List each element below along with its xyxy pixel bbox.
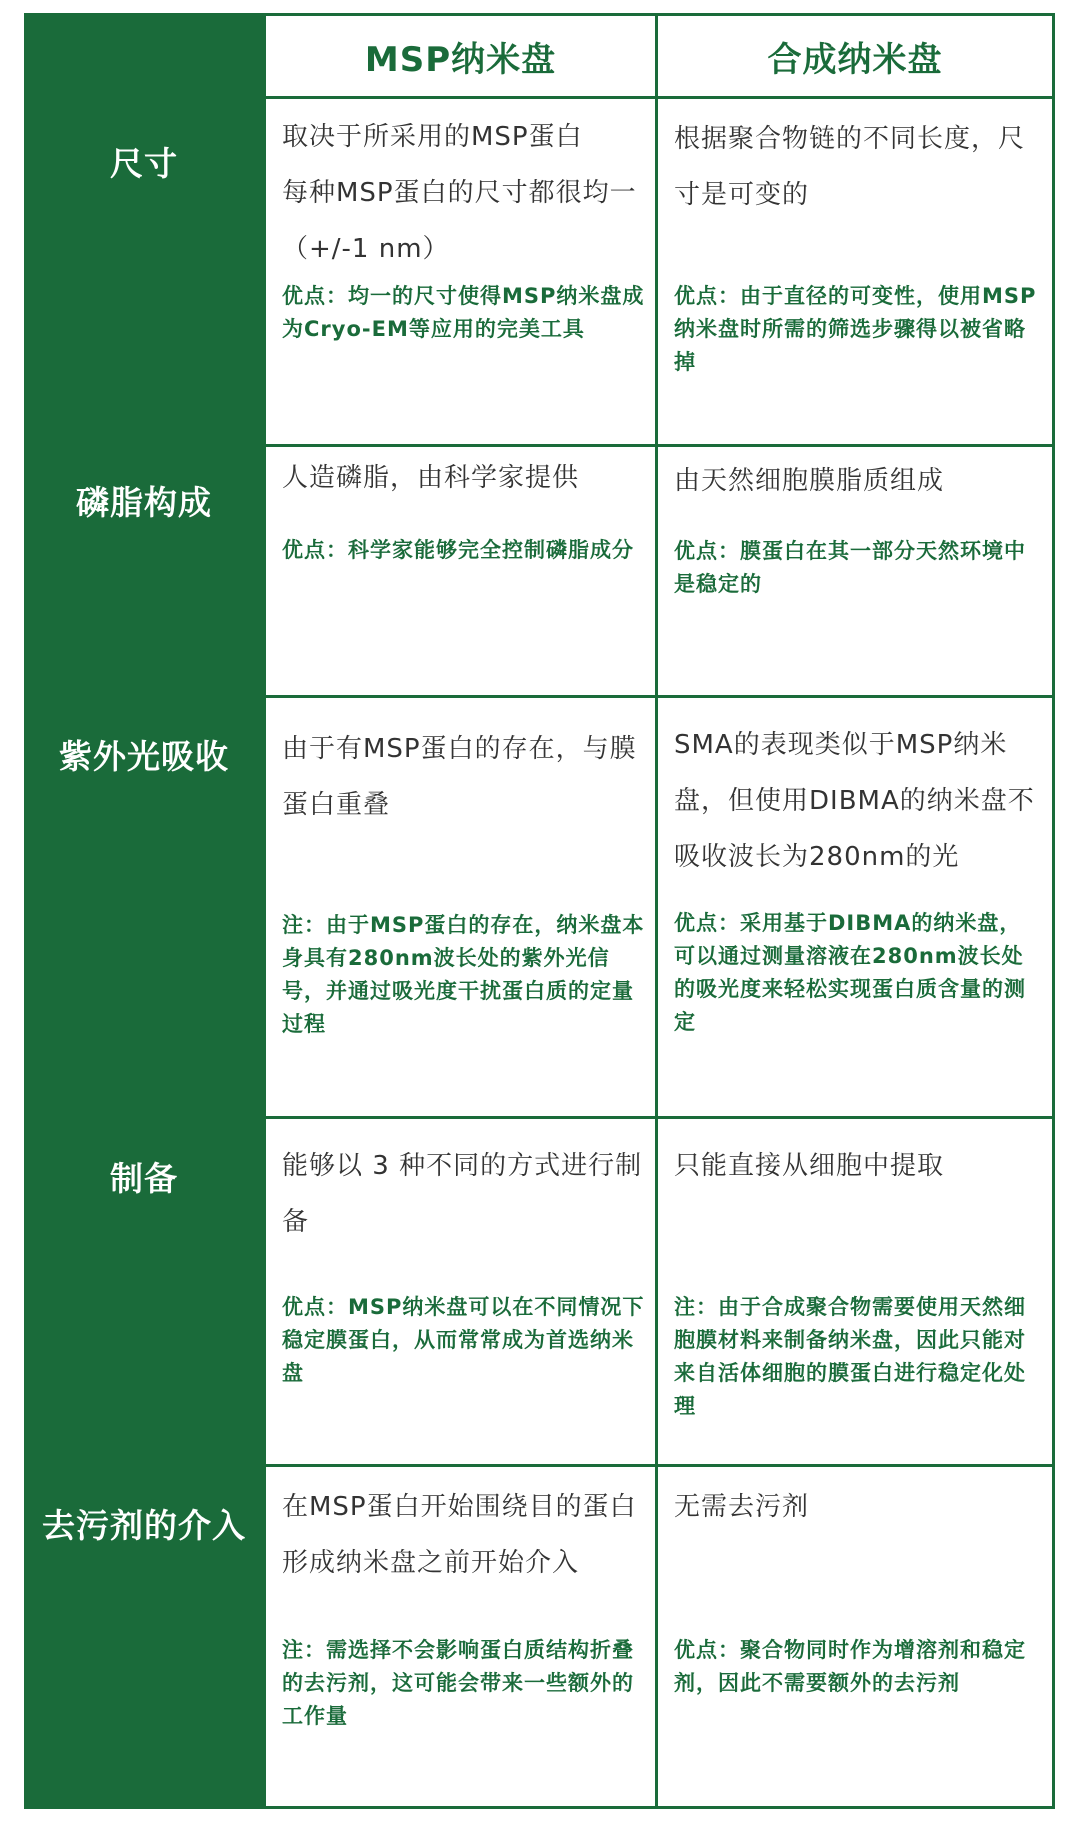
uv-msp-note: 注：由于MSP蛋白的存在，纳米盘本身具有280nm波长处的紫外光信号，并通过吸光度干扰蛋白质的定量过程: [282, 913, 645, 1036]
cell-phospholipid-synthetic: [658, 447, 1052, 695]
comparison-table: [24, 13, 1055, 1809]
preparation-synthetic-note: 注：由于合成聚合物需要使用天然细胞膜材料来制备纳米盘，因此只能对来自活体细胞的膜蛋白进行稳定化处理: [674, 1295, 1026, 1418]
phospholipid-synthetic-text: 由天然细胞膜脂质组成: [674, 466, 945, 496]
phospholipid-msp-text: 人造磷脂，由科学家提供: [282, 463, 580, 493]
cell-detergent-synthetic: [658, 1467, 1052, 1806]
detergent-synthetic-note: 优点：聚合物同时作为增溶剂和稳定剂，因此不需要额外的去污剂: [674, 1638, 1026, 1695]
size-msp-text: 取决于所采用的MSP蛋白 每种MSP蛋白的尺寸都很均一 （+/-1 nm）: [282, 122, 637, 264]
cell-phospholipid-msp: [266, 447, 655, 695]
detergent-synthetic-text: 无需去污剂: [674, 1492, 810, 1522]
detergent-msp-note: 注：需选择不会影响蛋白质结构折叠的去污剂，这可能会带来一些额外的工作量: [282, 1638, 634, 1728]
uv-synthetic-note: 优点：采用基于DIBMA的纳米盘，可以通过测量溶液在280nm波长处的吸光度来轻松实现蛋白质含量的测定: [674, 911, 1026, 1034]
row-label-detergent: 去污剂的介入: [42, 1506, 246, 1545]
size-msp-note: 优点：均一的尺寸使得MSP纳米盘成为Cryo-EM等应用的完美工具: [282, 284, 645, 341]
phospholipid-synthetic-note: 优点：膜蛋白在其一部分天然环境中是稳定的: [674, 539, 1026, 596]
uv-msp-text: 由于有MSP蛋白的存在，与膜蛋白重叠: [282, 734, 637, 820]
row-label-uv-absorption: 紫外光吸收: [59, 737, 229, 776]
detergent-msp-text: 在MSP蛋白开始围绕目的蛋白形成纳米盘之前开始介入: [282, 1492, 637, 1578]
uv-synthetic-text: SMA的表现类似于MSP纳米盘，但使用DIBMA的纳米盘不吸收波长为280nm的光: [674, 730, 1035, 872]
row-label-phospholipid: 磷脂构成: [76, 483, 212, 522]
cell-size-msp: [266, 99, 655, 444]
cell-uv-synthetic: [658, 698, 1052, 1116]
preparation-msp-note: 优点：MSP纳米盘可以在不同情况下稳定膜蛋白，从而常常成为首选纳米盘: [282, 1295, 645, 1385]
preparation-synthetic-text: 只能直接从细胞中提取: [674, 1151, 945, 1181]
cell-detergent-msp: [266, 1467, 655, 1806]
header-synthetic-nanodisc: 合成纳米盘: [767, 39, 943, 80]
size-synthetic-text: 根据聚合物链的不同长度，尺寸是可变的: [674, 124, 1026, 210]
cell-preparation-msp: [266, 1119, 655, 1464]
cell-preparation-synthetic: [658, 1119, 1052, 1464]
header-cell-msp: [266, 16, 655, 96]
row-label-preparation: 制备: [110, 1159, 178, 1198]
header-msp-nanodisc: MSP纳米盘: [364, 39, 557, 80]
cell-uv-msp: [266, 698, 655, 1116]
size-synthetic-note: 优点：由于直径的可变性，使用MSP 纳米盘时所需的筛选步骤得以被省略掉: [674, 284, 1037, 374]
row-label-size: 尺寸: [110, 144, 178, 183]
header-cell-synthetic: [658, 16, 1052, 96]
phospholipid-msp-note: 优点：科学家能够完全控制磷脂成分: [282, 538, 634, 562]
cell-size-synthetic: [658, 99, 1052, 444]
preparation-msp-text: 能够以 3 种不同的方式进行制备: [282, 1151, 643, 1237]
